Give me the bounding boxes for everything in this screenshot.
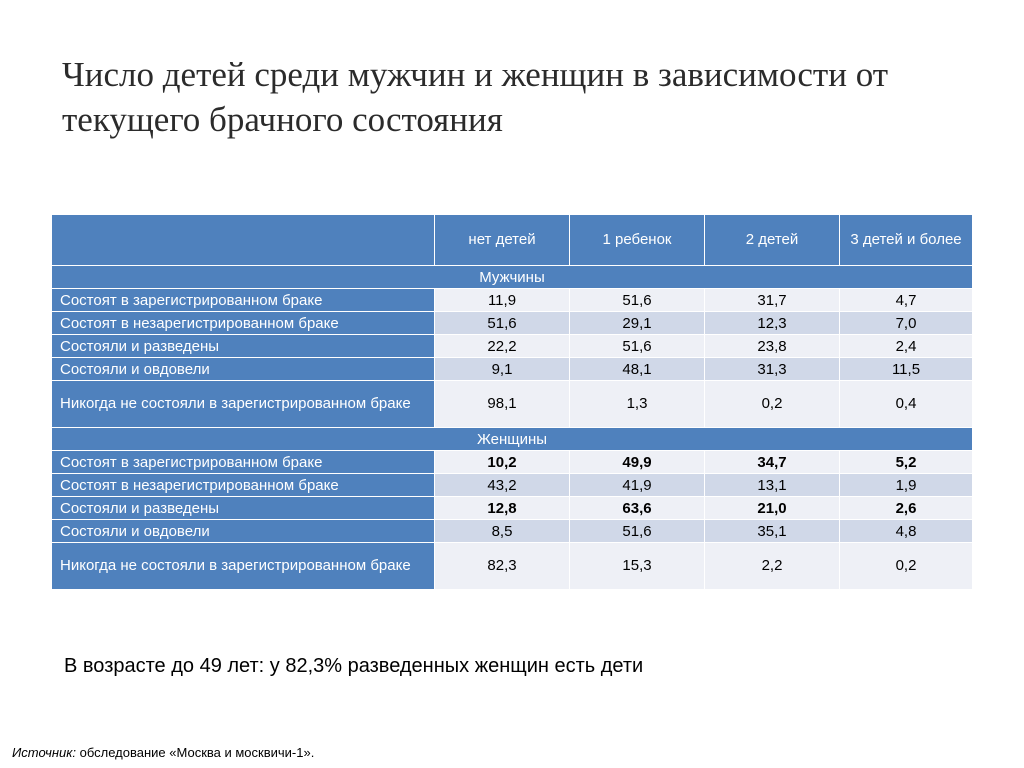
- table-cell: 22,2: [435, 335, 570, 358]
- table-row: [52, 520, 973, 543]
- column-header: 1 ребенок: [570, 215, 705, 266]
- table-cell: 15,3: [570, 543, 705, 590]
- table-row: [52, 381, 973, 428]
- table-cell: 48,1: [570, 358, 705, 381]
- column-header: 2 детей: [705, 215, 840, 266]
- row-label: Состояли и разведены: [52, 497, 435, 520]
- table-cell: 51,6: [570, 335, 705, 358]
- table-cell: 1,9: [840, 474, 973, 497]
- row-label: Состоят в незарегистрированном браке: [52, 474, 435, 497]
- table-cell: 34,7: [705, 451, 840, 474]
- table-header-row: [52, 215, 973, 266]
- table-row: [52, 312, 973, 335]
- table-cell: 9,1: [435, 358, 570, 381]
- table-row: [52, 543, 973, 590]
- table-cell: 2,6: [840, 497, 973, 520]
- row-label: Состояли и овдовели: [52, 520, 435, 543]
- row-label: Состоят в незарегистрированном браке: [52, 312, 435, 335]
- table-cell: 13,1: [705, 474, 840, 497]
- table-cell: 4,8: [840, 520, 973, 543]
- table-cell: 51,6: [570, 520, 705, 543]
- column-header: нет детей: [435, 215, 570, 266]
- source-citation: [12, 745, 314, 760]
- row-label: Никогда не состояли в зарегистрированном браке: [52, 381, 435, 428]
- table-row: [52, 358, 973, 381]
- table-cell: 41,9: [570, 474, 705, 497]
- table-cell: 11,9: [435, 289, 570, 312]
- table-cell: 7,0: [840, 312, 973, 335]
- section-title: Женщины: [52, 428, 973, 451]
- section-header-women: [52, 428, 973, 451]
- table-cell: 43,2: [435, 474, 570, 497]
- section-title: Мужчины: [52, 266, 973, 289]
- source-prefix: Источник:: [12, 745, 76, 760]
- table-cell: 21,0: [705, 497, 840, 520]
- row-label: Состоят в зарегистрированном браке: [52, 451, 435, 474]
- table-cell: 1,3: [570, 381, 705, 428]
- table-cell: 82,3: [435, 543, 570, 590]
- table-cell: 35,1: [705, 520, 840, 543]
- source-text: обследование «Москва и москвичи-1».: [76, 745, 315, 760]
- table-cell: 12,8: [435, 497, 570, 520]
- table-cell: 23,8: [705, 335, 840, 358]
- table-cell: 11,5: [840, 358, 973, 381]
- table-row: [52, 335, 973, 358]
- table-cell: 29,1: [570, 312, 705, 335]
- table-cell: 31,3: [705, 358, 840, 381]
- column-header: 3 детей и более: [840, 215, 973, 266]
- table-row: [52, 289, 973, 312]
- row-label: Состояли и разведены: [52, 335, 435, 358]
- table-cell: 98,1: [435, 381, 570, 428]
- table-cell: 51,6: [570, 289, 705, 312]
- table-cell: 10,2: [435, 451, 570, 474]
- footnote-divorced-women: В возрасте до 49 лет: у 82,3% разведенных женщин есть дети: [64, 655, 644, 677]
- table-cell: 12,3: [705, 312, 840, 335]
- table-cell: 8,5: [435, 520, 570, 543]
- table-cell: 0,2: [705, 381, 840, 428]
- table-row: [52, 474, 973, 497]
- row-label: Никогда не состояли в зарегистрированном браке: [52, 543, 435, 590]
- table-cell: 4,7: [840, 289, 973, 312]
- table-cell: 0,2: [840, 543, 973, 590]
- table-cell: 0,4: [840, 381, 973, 428]
- header-empty-cell: [52, 215, 435, 266]
- table-cell: 49,9: [570, 451, 705, 474]
- row-label: Состояли и овдовели: [52, 358, 435, 381]
- slide-title: Число детей среди мужчин и женщин в зависимости от текущего брачного состояния: [62, 55, 889, 139]
- table-cell: 31,7: [705, 289, 840, 312]
- table-cell: 63,6: [570, 497, 705, 520]
- children-by-marital-status-table: [51, 214, 973, 590]
- section-header-men: [52, 266, 973, 289]
- table-cell: 51,6: [435, 312, 570, 335]
- table-cell: 2,2: [705, 543, 840, 590]
- row-label: Состоят в зарегистрированном браке: [52, 289, 435, 312]
- table-row: [52, 497, 973, 520]
- table-row: [52, 451, 973, 474]
- table-cell: 2,4: [840, 335, 973, 358]
- table-cell: 5,2: [840, 451, 973, 474]
